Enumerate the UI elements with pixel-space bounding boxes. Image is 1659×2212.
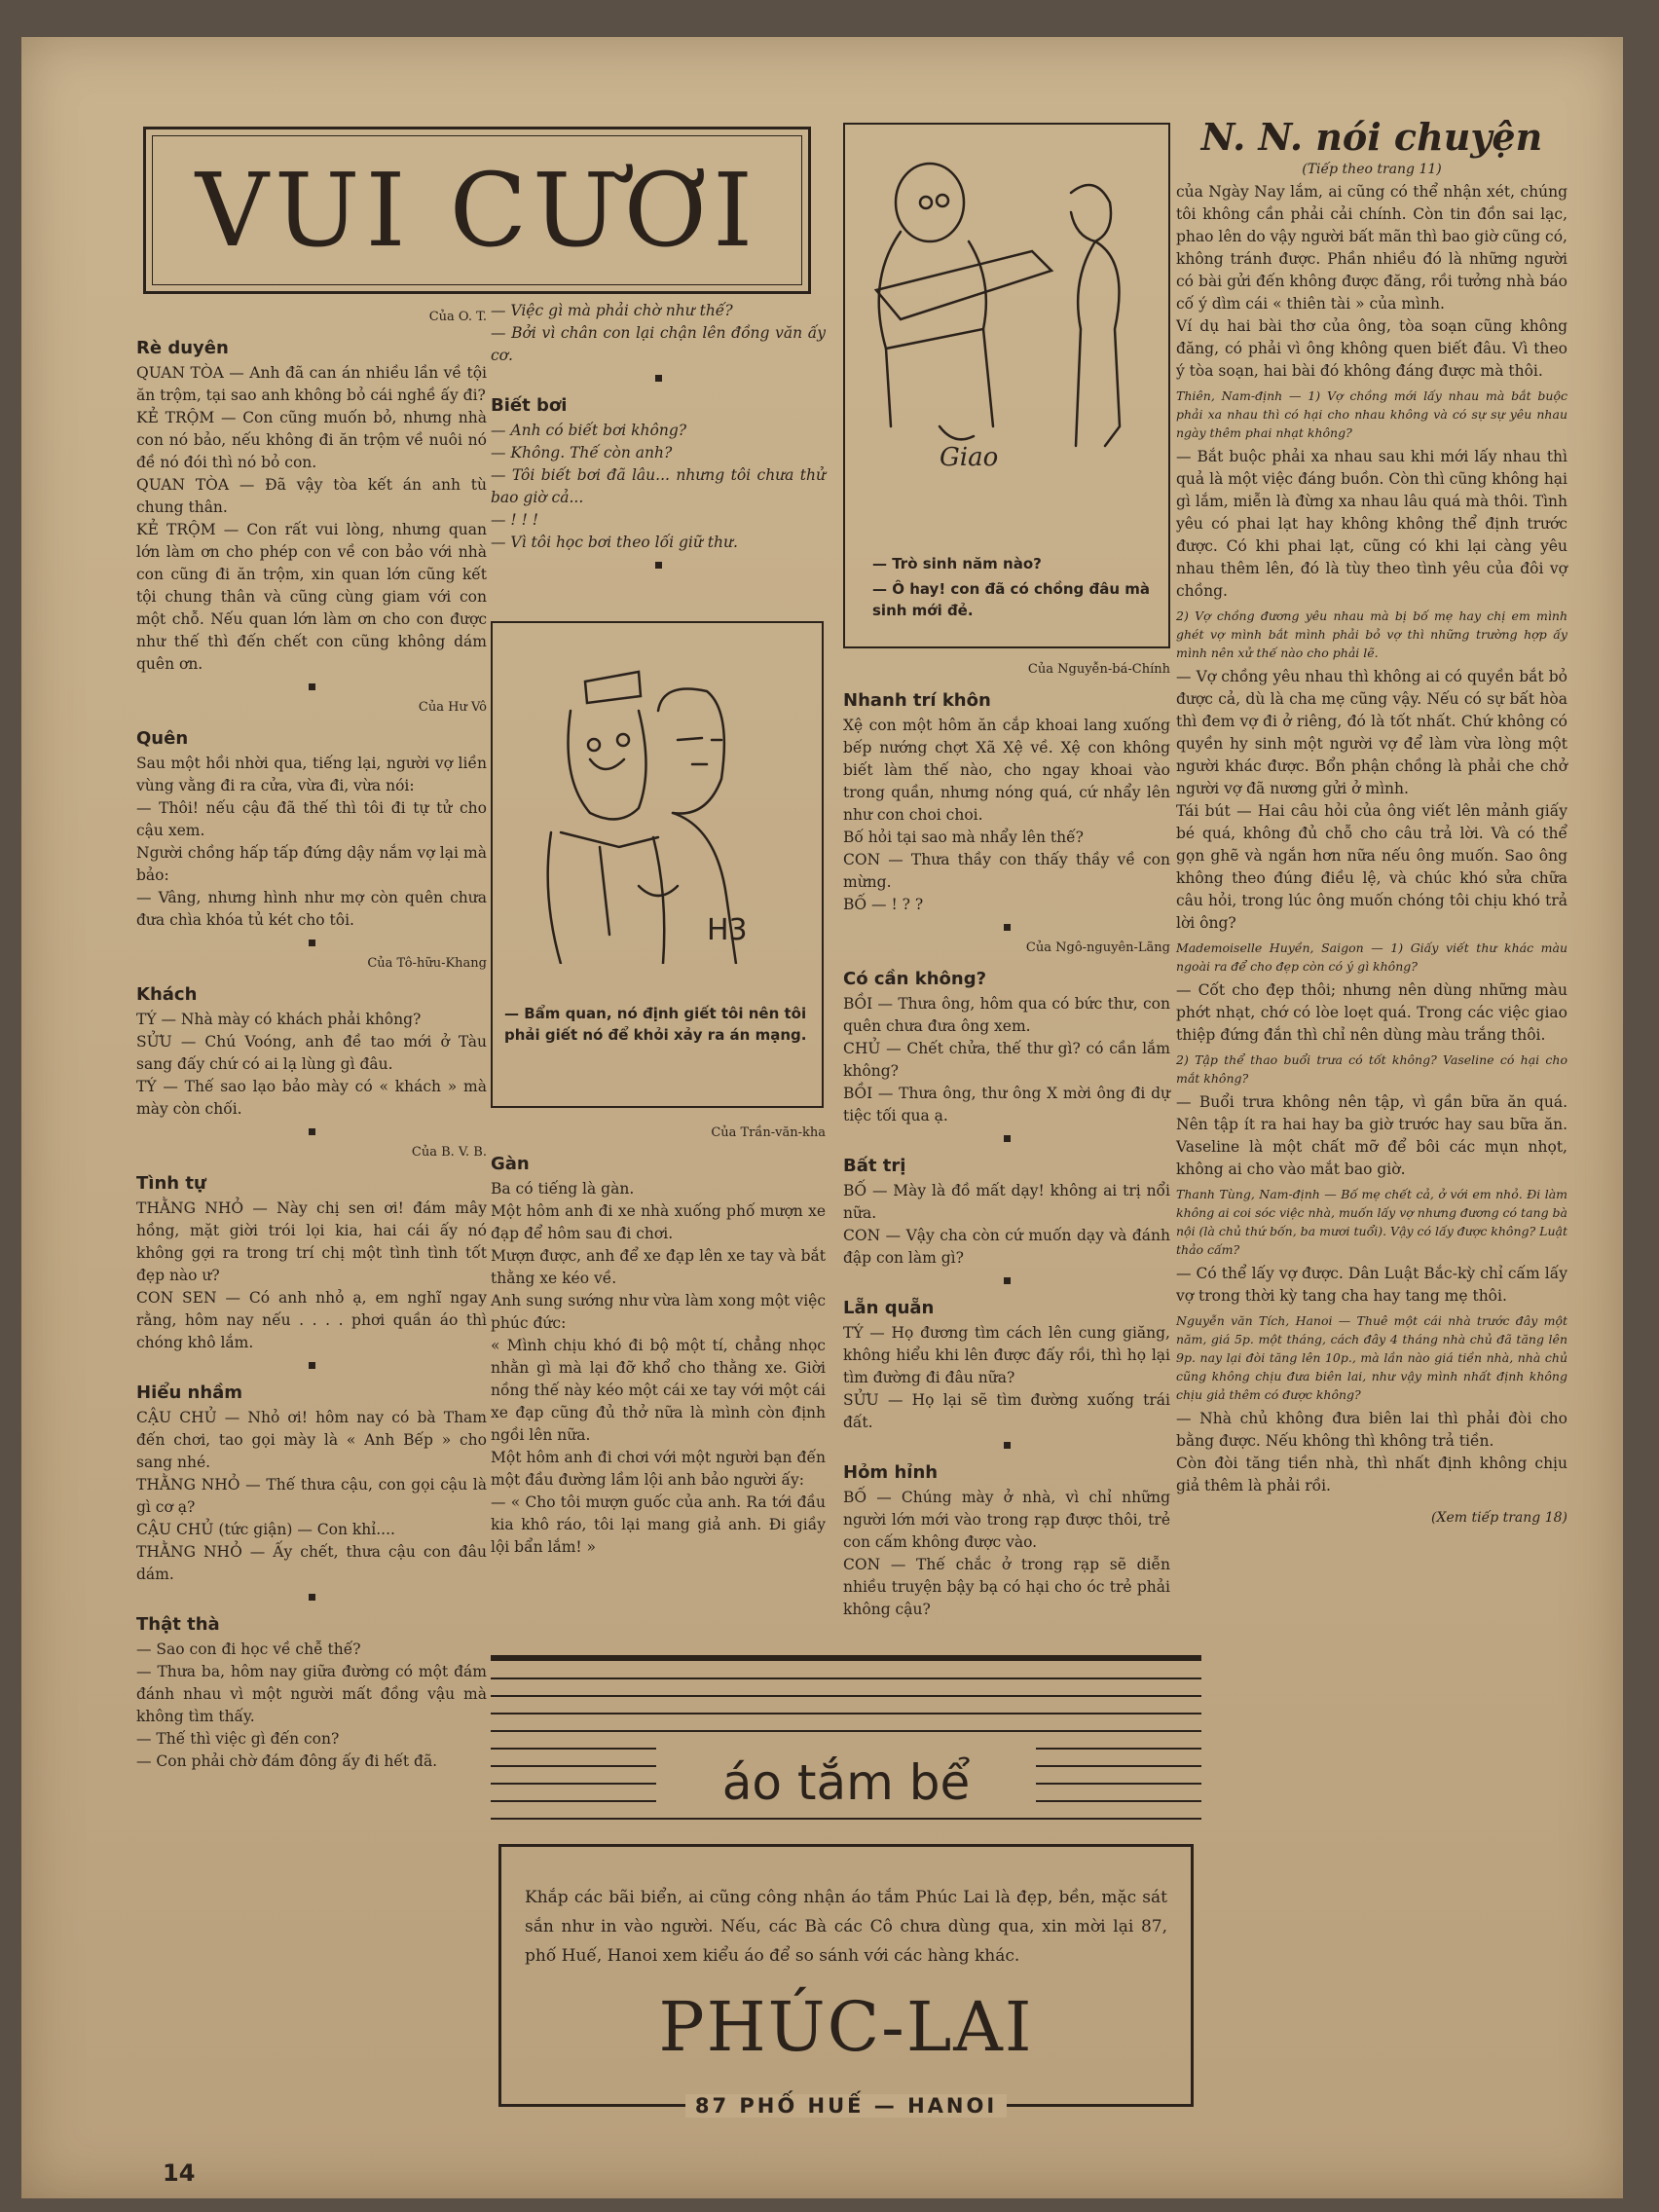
paragraph: BỐ — Mày là đồ mất dạy! không ai trị nổi nữa. [843,1182,1170,1222]
item-title: Thật thà [136,1614,220,1635]
ad-decorative-lines [491,1653,1201,1848]
answer: — Bắt buộc phải xa nhau sau khi mới lấy nhau thì quả là một việc đáng buồn. Còn thì cũng không hại gì lắm, miễn là đừng xa nhau lâu quá mà thôi. Tình yêu có phai lạt hay không không thể định trước được. Có khi phai lạt, cũng có khi lại càng yêu nhau thêm lên, đó là tùy theo tình yêu của đôi vợ chồng. [1176,448,1567,600]
answer: — Nhà chủ không đưa biên lai thì phải đòi cho bằng được. Nếu không thì không trả tiền. [1176,1410,1567,1450]
cartoon-officers [491,621,824,1108]
column-2 [491,300,826,576]
paragraph: THẰNG NHỎ — Này chị sen ơi! đám mây hồng, mặt giời trói lọi kia, hai cái ấy nó không gợi ra trong trí chị một tình tình tốt đẹp nào ư? [136,1199,487,1284]
item-title: Hiểu nhầm [136,1382,243,1403]
ad-tagline: áo tắm bể [721,1754,971,1811]
answer: Tái bút — Hai câu hỏi của ông viết lên mảnh giấy bé quá, không đủ chỗ cho câu trả lời. Và có thể gọn ghẽ và ngắn hơn nữa nếu ông muốn. Sao ông không theo đúng điều lệ, và chúc khó sửa chữa câu hỏi, trong lúc ông muốn chóng tôi chịu khó trả lời ông? [1176,802,1567,932]
separator [1004,924,1011,931]
item-title: Biết bơi [491,395,568,416]
question: 2) Tập thể thao buổi trưa có tốt không? Vaseline có hại cho mắt không? [1176,1052,1567,1086]
item-title: Tình tự [136,1173,206,1194]
paragraph: TÝ — Nhà mày có khách phải không? [136,1011,422,1028]
column-title: N. N. nói chuyện [1200,115,1543,159]
advertisement [491,1653,1201,2118]
paragraph: KẺ TRỘM — Con cũng muốn bỏ, nhưng nhà con nó bảo, nếu không đi ăn trộm về nuôi nó đề nó đói thì nó bỏ con. [136,409,487,471]
paragraph: Sau một hồi nhời qua, tiếng lại, người vợ liền vùng vằng đi ra cửa, vừa đi, vừa nói: [136,755,487,794]
continued-note: (Xem tiếp trang 18) [1431,1510,1567,1526]
question: Nguyễn văn Tích, Hanoi — Thuê một cái nhà trước đây một năm, giá 5p. một tháng, cách đây 4 tháng nhà chủ đã tăng lên 9p. nay lại đòi tăng lên 10p., mà lần nào giá tiền nhà, nhà chủ cũng không chịu đưa biên lai, như vậy mình nhất định không chịu giả thêm có được không? [1176,1313,1567,1402]
intro-line: — Bởi vì chân con lại chận lên đồng văn ấy cơ. [491,324,826,364]
ad-address-text: 87 PHỐ HUẾ — HANOI [685,2094,1007,2118]
paragraph: THẰNG NHỎ — Ấy chết, thưa cậu con đâu dám. [136,1543,487,1583]
item-title: Gàn [491,1154,530,1174]
byline: Của Tô-hữu-Khang [367,956,487,971]
paragraph: Bố hỏi tại sao mà nhẩy lên thế? [843,829,1084,846]
cartoon-signature: Giao [940,443,999,472]
column-4 [1176,115,1567,1530]
column-2-lower [491,1116,826,1559]
paragraph: THẰNG NHỎ — Thế thưa cậu, con gọi cậu là gì cơ ạ? [136,1476,487,1516]
byline: Của B. V. B. [411,1145,487,1160]
separator [309,1362,315,1369]
paragraph: Ví dụ hai bài thơ của ông, tòa soạn cũng không đăng, có phải vì ông không quen biết đâu. Vì theo ý tòa soạn, hai bài đó không đáng được mà thôi. [1176,317,1567,380]
paragraph: BỒI — Thưa ông, hôm qua có bức thư, con quên chưa đưa ông xem. [843,995,1170,1035]
paragraph: — Không. Thế còn anh? [491,444,673,461]
cartoon-caption: — Ô hay! con đã có chồng đâu mà sinh mới đẻ. [872,580,1150,619]
question: Thiên, Nam-định — 1) Vợ chồng mới lấy nhau mà bắt buộc phải xa nhau thì có hại cho nhau không và có sự sự yêu nhau ngày thêm phai nhạt không? [1176,388,1567,440]
paragraph: TÝ — Họ đương tìm cách lên cung giăng, không hiểu khi lên được đấy rồi, thì họ lại tìm đường đi đâu nữa? [843,1324,1170,1386]
byline: Của Hư Vô [418,700,487,715]
intro-line: — Việc gì mà phải chờ như thế? [491,302,733,319]
cartoon-mark: H3 [707,913,748,947]
column-4-body [1176,181,1567,1497]
newspaper-page [21,37,1623,2198]
item-title: Bất trị [843,1156,906,1176]
paragraph: Anh sung sướng như vừa làm xong một việc phúc đức: [491,1292,826,1332]
masthead [143,127,811,294]
paragraph: Xệ con một hôm ăn cắp khoai lang xuống bếp nướng chợt Xã Xệ về. Xệ con không biết làm thế nào, cho ngay khoai vào trong quần, nhưng nóng quá, cứ nhẩy lên như con choi choi. [843,717,1170,824]
paragraph: — ! ! ! [491,511,538,529]
masthead-text: VUI CƯƠI [195,151,759,270]
paragraph: — Vâng, nhưng hình như mợ còn quên chưa đưa chìa khóa tủ két cho tôi. [136,889,487,929]
item-title: Hỏm hỉnh [843,1462,939,1483]
column-3 [843,652,1170,1621]
cartoon-officers-drawing [493,643,822,964]
separator [1004,1277,1011,1284]
paragraph: BỒI — Thưa ông, thư ông X mời ông đi dự tiệc tối qua ạ. [843,1085,1170,1124]
item-body [491,1178,826,1559]
byline: Của Trần-văn-kha [711,1125,826,1140]
item-title: Khách [136,984,198,1005]
paragraph: Người chồng hấp tấp đứng dậy nắm vợ lại mà bảo: [136,844,487,884]
paragraph: QUAN TÒA — Đã vậy tòa kết án anh tù chung thân. [136,476,487,516]
cartoon-teacher-drawing [847,134,1168,504]
paragraph: CON — Thế chắc ở trong rạp sẽ diễn nhiều truyện bậy bạ có hại cho óc trẻ phải không cậu? [843,1556,1170,1618]
ad-address [501,2094,1191,2118]
separator [309,1594,315,1601]
paragraph: Ba có tiếng là gàn. [491,1180,635,1198]
item-body [491,420,826,554]
answer: — Có thể lấy vợ được. Dân Luật Bắc-kỳ chỉ cấm lấy vợ trong thời kỳ tang cha hay tang mẹ thôi. [1176,1265,1567,1305]
item-title: Lẵn quẵn [843,1298,935,1318]
paragraph: CON — Thưa thầy con thấy thầy về con mừng. [843,851,1170,891]
paragraph: BỐ — ! ? ? [843,896,924,913]
cartoon-caption: — Bẩm quan, nó định giết tôi nên tôi phải giết nó để khỏi xảy ra án mạng. [504,1005,807,1044]
paragraph: CẬU CHỦ — Nhỏ ơi! hôm nay có bà Tham đến chơi, tao gọi mày là « Anh Bếp » cho sang nhé. [136,1409,487,1471]
cartoon-caption: — Trò sinh năm nào? [872,555,1042,572]
column-1 [136,300,487,1773]
ad-box [498,1844,1194,2118]
paragraph: — Vì tôi học bơi theo lối giữ thư. [491,534,738,551]
question: 2) Vợ chồng đương yêu nhau mà bị bố mẹ hay chị em mình ghét vợ mình bắt mình phải bỏ vợ thì những trường hợp ấy mình nên xử thế nào cho phải lẽ. [1176,608,1567,660]
separator [309,683,315,690]
paragraph: — Sao con đi học về chễ thế? [136,1641,361,1658]
byline: Của Ngô-nguyên-Lãng [1025,940,1170,955]
item-title: Nhanh trí khôn [843,690,991,711]
paragraph: KẺ TRỘM — Con rất vui lòng, nhưng quan lớn làm ơn cho phép con về con bảo với nhà con cũng đi ăn trộm, xin quan lớn cũng kết tội chung thân và cũng cùng giam với con một chỗ. Nếu quan lớn làm ơn cho con được như thế thì đến chết con cũng không dám quên ơn. [136,521,487,673]
paragraph: TÝ — Thế sao lạo bảo mày có « khách » mà mày còn chối. [136,1078,487,1118]
paragraph: Một hôm anh đi xe nhà xuống phố mượn xe đạp để hôm sau đi chơi. [491,1202,826,1242]
page-number: 14 [163,2159,196,2187]
paragraph: QUAN TÒA — Anh đã can án nhiều lần về tội ăn trộm, tại sao anh không bỏ cái nghề ấy đi? [136,364,487,404]
paragraph: « Mình chịu khó đi bộ một tí, chẳng nhọc nhằn gì mà lại đỡ khổ cho thằng xe. Giời nồng thế này kéo một cái xe tay với một cái xe đạp cũng đủ thở nữa là mình còn định ngồi lên nữa. [491,1337,826,1444]
paragraph: — Thưa ba, hôm nay giữa đường có một đám đánh nhau vì một người mất đồng vậu mà không tìm thấy. [136,1663,487,1725]
paragraph: SỬU — Chú Voóng, anh đề tao mới ở Tàu sang đấy chứ có ai lạ lùng gì đâu. [136,1033,487,1073]
column-subtitle: (Tiếp theo trang 11) [1302,162,1442,177]
item-title: Quên [136,728,189,749]
paragraph: CON SEN — Có anh nhỏ ạ, em nghĩ ngay rằng, hôm nay nếu . . . . phơi quần áo thì chóng khô lắm. [136,1289,487,1351]
paragraph: Một hôm anh đi chơi với một người bạn đến một đầu đường lầm lội anh bảo người ấy: [491,1449,826,1489]
paragraph: — Thôi! nếu cậu đã thế thì tôi đi tự tử cho cậu xem. [136,799,487,839]
ad-body: Khắp các bãi biển, ai cũng công nhận áo tắm Phúc Lai là đẹp, bền, mặc sát sắn như in vào người. Nếu, các Bà các Cô chưa dùng qua, xin mời lại 87, phố Huế, Hanoi xem kiểu áo để so sánh với các hàng khác. [525,1888,1167,1966]
answer: — Vợ chồng yêu nhau thì không ai có quyền bắt bỏ được cả, dù là cha mẹ cũng vậy. Nếu có sự bất hòa thì đem vợ đi ở riêng, đó là tốt nhất. Chứ không có quyền hy sinh một người vợ để làm vừa lòng một người khác được. Bổn phận chồng là phải che chở người vợ đã nương gửi ở mình. [1176,668,1567,797]
paragraph: — Con phải chờ đám đông ấy đi hết đã. [136,1752,438,1770]
separator [1004,1442,1011,1449]
byline: Của O. T. [428,310,487,324]
separator [655,562,662,569]
answer: — Cốt cho đẹp thôi; nhưng nên dùng những màu phớt nhạt, chớ có lòe loẹt quá. Trong các việc giao thiệp đứng đắn thì chỉ nên dùng màu trắng thôi. [1176,981,1567,1044]
paragraph: BỐ — Chúng mày ở nhà, vì chỉ những người lớn mới vào trong rạp được thôi, trẻ con cấm không được vào. [843,1489,1170,1551]
paragraph: Mượn được, anh để xe đạp lên xe tay và bắt thằng xe kéo về. [491,1247,826,1287]
paragraph: — « Cho tôi mượn guốc của anh. Ra tới đầu kia khô ráo, tôi lại mang giả anh. Đi giầy lội bẩn lắm! » [491,1493,826,1556]
separator [309,1128,315,1135]
item-title: Có cần không? [843,969,987,989]
byline: Của Nguyễn-bá-Chính [1027,662,1170,677]
paragraph: — Anh có biết bơi không? [491,422,687,439]
paragraph: CON — Vậy cha còn cứ muốn dạy và đánh đập con làm gì? [843,1227,1170,1267]
paragraph: — Thế thì việc gì đến con? [136,1730,340,1748]
answer: Còn đòi tăng tiền nhà, thì nhất định không chịu giả thêm là phải rồi. [1176,1455,1567,1494]
separator [1004,1135,1011,1142]
separator [309,940,315,946]
question: Thanh Tùng, Nam-định — Bố mẹ chết cả, ở với em nhỏ. Đi làm không ai coi sóc việc nhà, muốn lấy vợ nhưng đương có tang bà nội (là chủ thứ bốn, ba mươi tuổi). Vậy có lấy được không? Luật thảo cấm? [1176,1187,1568,1257]
ad-brand: PHÚC-LAI [658,1987,1034,2067]
item-title: Rè duyên [136,338,229,358]
question: Mademoiselle Huyền, Saigon — 1) Giấy viết thư khác màu ngoài ra để cho đẹp còn có ý gì không? [1176,940,1567,974]
cartoon-teacher [843,123,1170,648]
paragraph: SỬU — Họ lại sẽ tìm đường xuống trái đất. [843,1391,1170,1431]
paragraph: — Tôi biết bơi đã lâu... nhưng tôi chưa thử bao giờ cả... [491,466,826,506]
paragraph: của Ngày Nay lắm, ai cũng có thể nhận xét, chúng tôi không cần phải cải chính. Còn tin đồn sai lạc, phao lên do vậy người bất mãn thì bao giờ cũng có, không tránh được. Phần nhiều đó là những người có bài gửi đến không được đăng, rồi tưởng nhà báo cố ý dìm cái « thiên tài » của mình. [1176,183,1567,313]
separator [655,375,662,382]
answer: — Buổi trưa không nên tập, vì gần bữa ăn quá. Nên tập ít ra hai hay ba giờ trước hay sau bữa ăn. Vaseline là một chất mỡ để bôi các mụn nhọt, không ai cho vào mắt bao giờ. [1176,1093,1567,1178]
paragraph: CHỦ — Chết chửa, thế thư gì? có cần lắm không? [843,1040,1170,1080]
paragraph: CẬU CHỦ (tức giận) — Con khỉ.... [136,1521,395,1538]
